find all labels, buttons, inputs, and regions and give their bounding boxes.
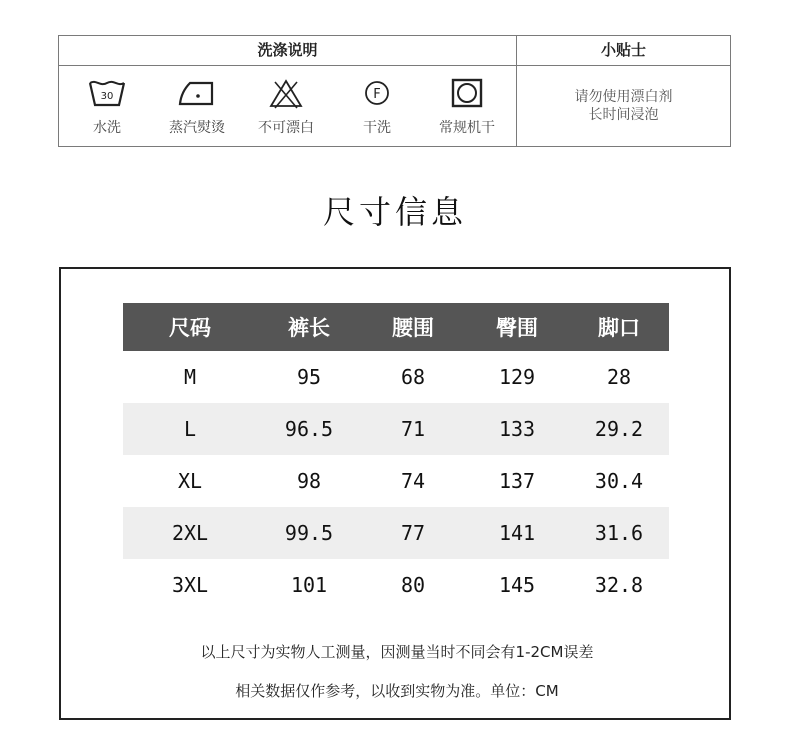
length-cell: 98 [296,469,322,493]
care-item-bleach [241,66,331,146]
care-label-bleach: 不可漂白 [258,120,314,136]
waist-cell: 68 [400,365,426,389]
header-waist: 腰围 [392,316,434,340]
care-label-wash: 水洗 [93,120,121,136]
tips-content [517,66,730,146]
table-row [123,351,669,403]
care-item-dry [422,66,512,146]
table-row [123,507,669,559]
care-item-dryclean [332,66,422,146]
care-icons-row [59,66,517,146]
size-cell: XL [177,469,203,493]
size-cell: 2XL [171,521,209,545]
care-item-wash [62,66,152,146]
dry-clean-letter: F [373,87,381,102]
reference-note: 相关数据仅作参考，以收到实物为准。单位：CM [235,682,559,700]
waist-cell: 74 [400,469,426,493]
waist-cell: 80 [400,573,426,597]
hip-cell: 129 [498,365,536,389]
wash-temperature: 30 [100,91,114,102]
no-bleach-icon [268,78,304,110]
size-cell: 3XL [171,573,209,597]
header-hip: 臀围 [496,316,538,340]
care-instructions-table [58,35,731,147]
tip-line-1: 请勿使用漂白剂 [574,89,673,105]
care-label-dry: 常规机干 [439,120,495,136]
wash-30-icon [88,78,126,108]
tips-header: 小贴士 [517,36,730,66]
steam-iron-icon [176,78,218,108]
hem-cell: 30.4 [594,469,644,493]
header-length: 裤长 [288,316,330,340]
length-cell: 95 [296,365,322,389]
size-cell: M [183,365,197,389]
size-info-title: 尺寸信息 [322,193,467,231]
table-row [123,559,669,611]
dry-clean-f-icon [361,78,393,108]
length-cell: 101 [290,573,328,597]
header-size: 尺码 [169,316,211,340]
table-row [123,455,669,507]
tip-line-2: 长时间浸泡 [588,107,659,123]
hem-cell: 29.2 [594,417,644,441]
waist-cell: 71 [400,417,426,441]
size-table-header [123,303,669,351]
care-label-dryclean: 干洗 [363,120,391,136]
header-hem: 脚口 [598,316,640,340]
care-item-iron [152,66,242,146]
tumble-dry-icon [450,78,484,108]
measurement-note: 以上尺寸为实物人工测量，因测量当时不同会有1-2CM误差 [200,643,594,661]
care-label-iron: 蒸汽熨烫 [169,120,225,136]
hip-cell: 145 [498,573,536,597]
size-table [123,303,669,611]
hem-cell: 31.6 [594,521,644,545]
table-row [123,403,669,455]
hip-cell: 137 [498,469,536,493]
wash-instructions-header: 洗涤说明 [59,36,517,66]
waist-cell: 77 [400,521,426,545]
size-chart-box [59,267,731,720]
hip-cell: 141 [498,521,536,545]
size-cell: L [183,417,197,441]
hem-cell: 28 [606,365,632,389]
hip-cell: 133 [498,417,536,441]
length-cell: 96.5 [284,417,334,441]
length-cell: 99.5 [284,521,334,545]
hem-cell: 32.8 [594,573,644,597]
